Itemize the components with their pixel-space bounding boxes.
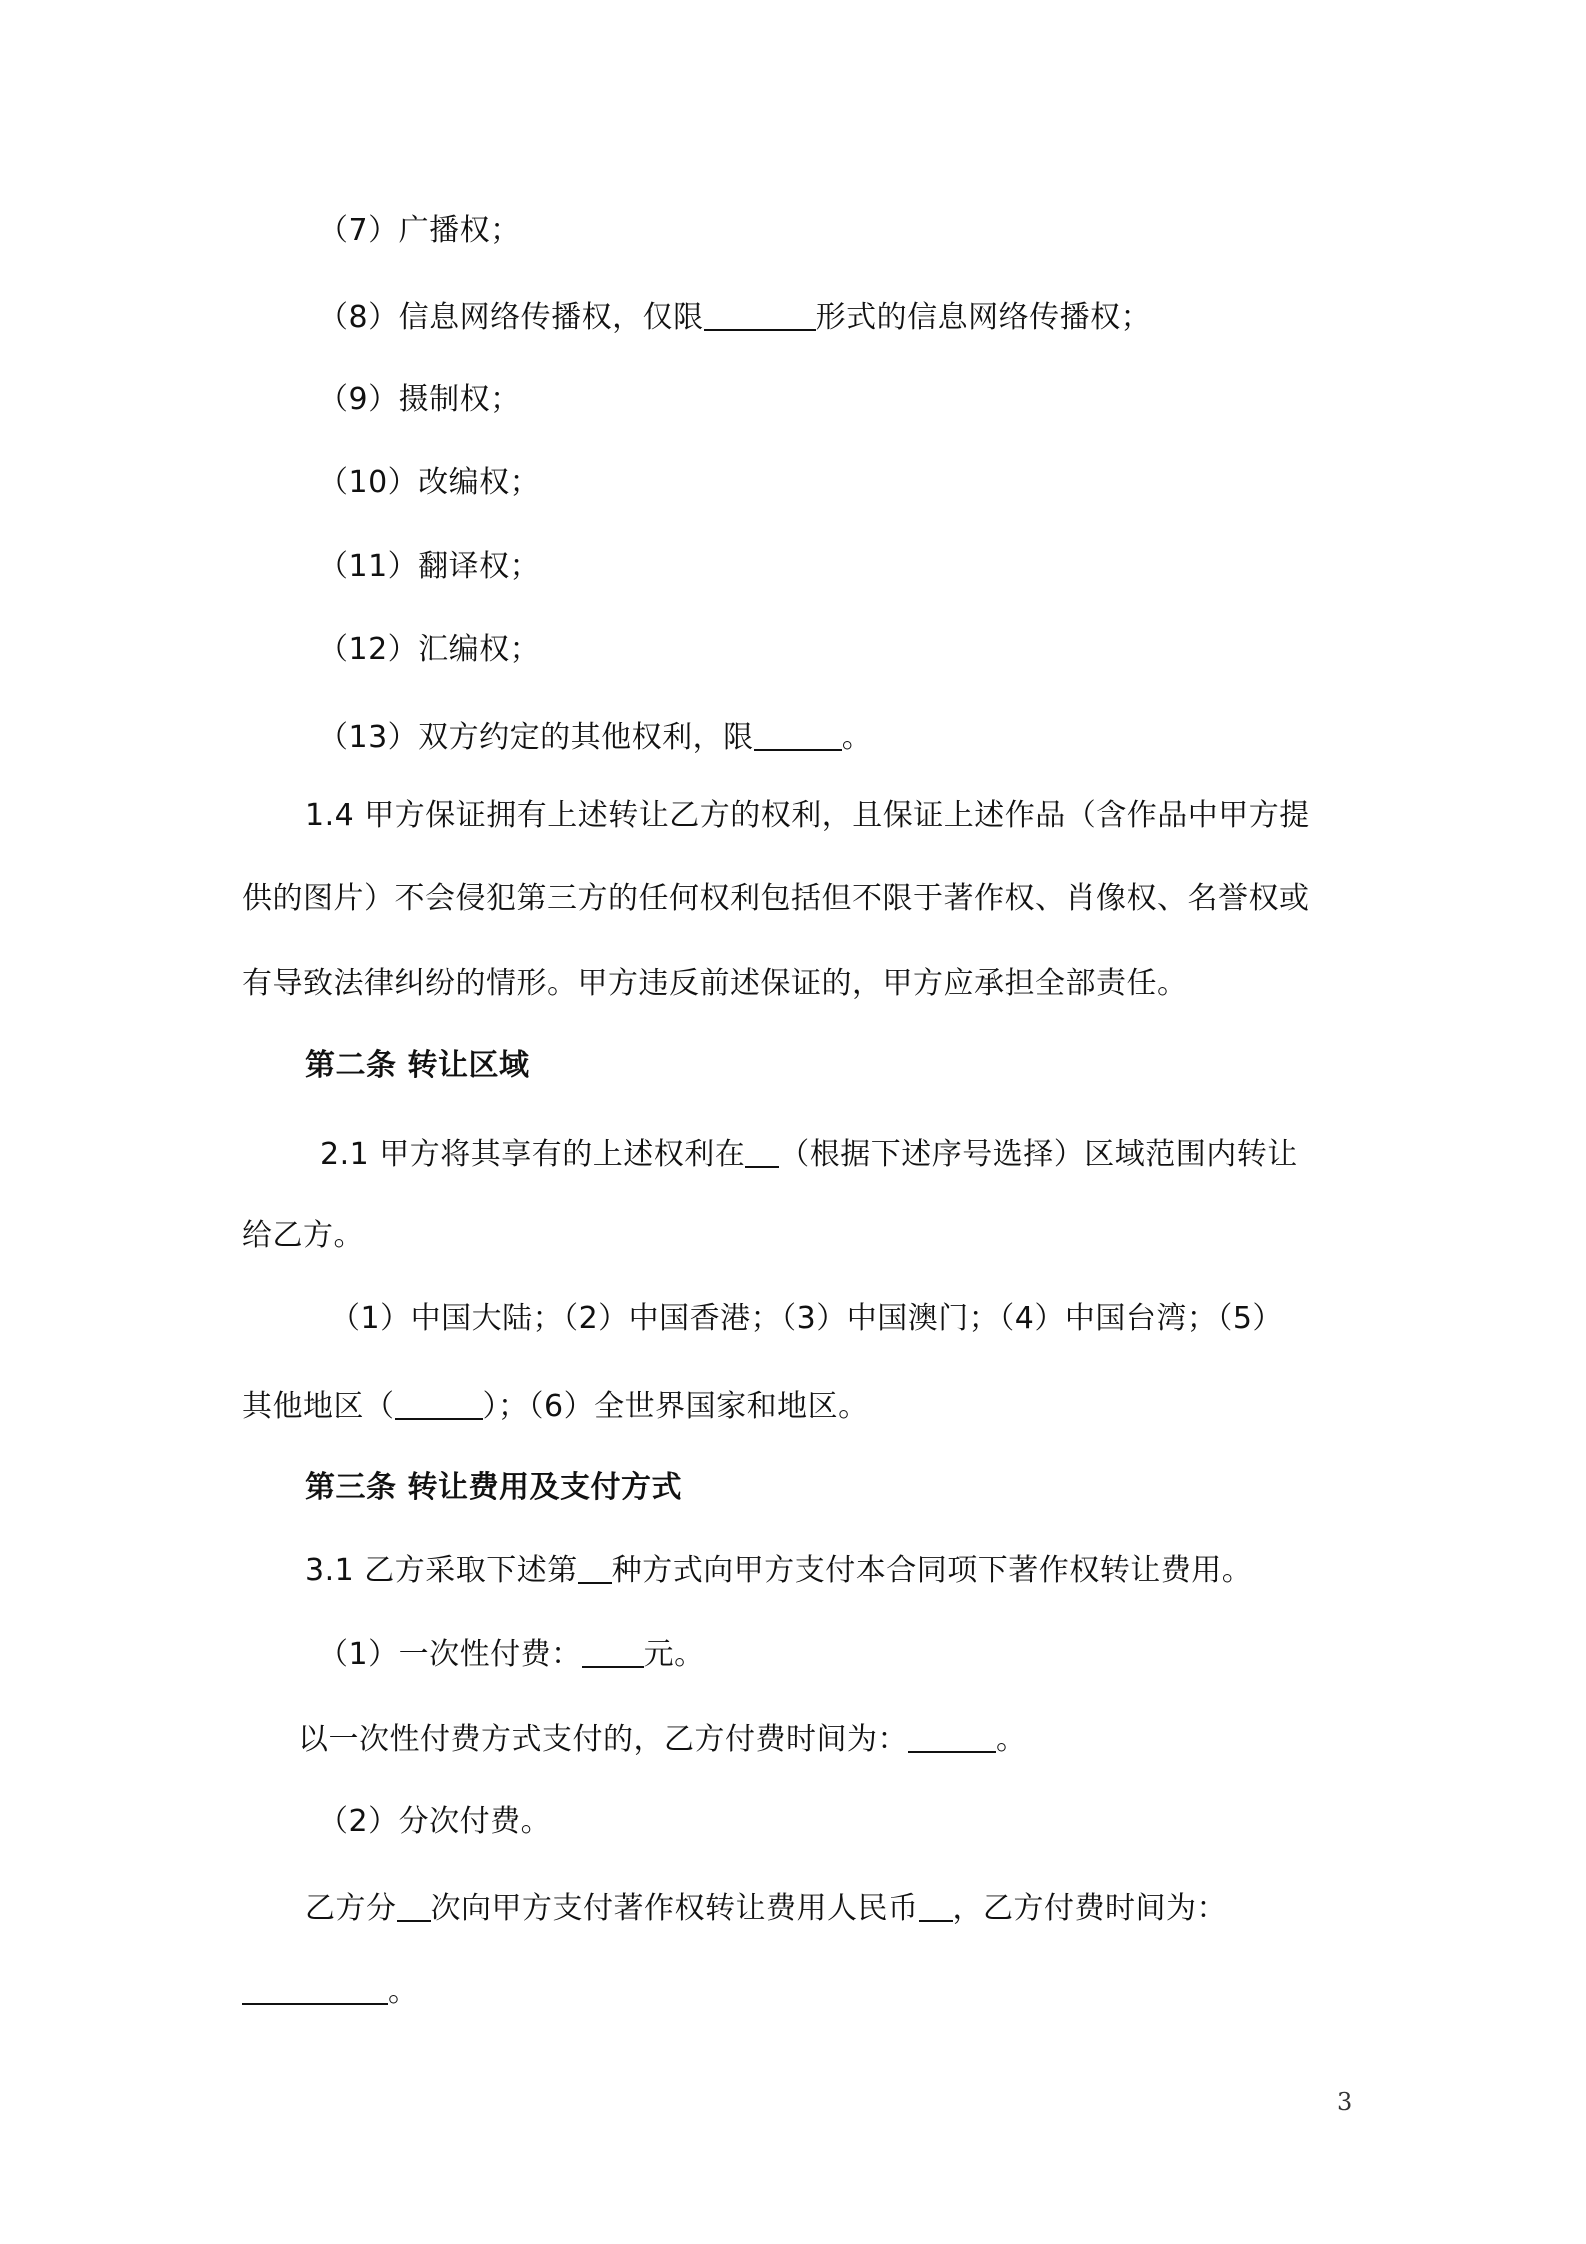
blank-field: [745, 1136, 779, 1168]
blank-field: [397, 1890, 431, 1922]
clause-1-4-line-3: 有导致法律纠纷的情形。甲方违反前述保证的，甲方应承担全部责任。: [242, 966, 1188, 1001]
blank-field: [754, 719, 842, 751]
item-13: （13）双方约定的其他权利，限 。: [318, 720, 873, 755]
blank-field: [395, 1388, 483, 1420]
item-10: （10）改编权；: [318, 465, 541, 500]
blank-field: [704, 299, 816, 331]
clause-1-4-line-1: 1.4 甲方保证拥有上述转让乙方的权利，且保证上述作品（含作品中甲方提: [305, 798, 1310, 833]
blank-field: [578, 1552, 612, 1584]
blank-field: [242, 1973, 388, 2005]
item-11: （11）翻译权；: [318, 549, 541, 584]
payment-lump-sum: （1）一次性付费： 元。: [318, 1637, 705, 1672]
clause-3-1: 3.1 乙方采取下述第 种方式向甲方支付本合同项下著作权转让费用。: [305, 1553, 1253, 1588]
item-8: （8）信息网络传播权，仅限 形式的信息网络传播权；: [318, 300, 1152, 335]
page-number: 3: [1337, 2088, 1353, 2116]
blank-field: [908, 1721, 996, 1753]
article-2-heading: 第二条 转让区域: [305, 1048, 530, 1083]
installment-line-2: 。: [242, 1970, 419, 2014]
blank-field: [919, 1890, 953, 1922]
payment-lump-sum-time: 以一次性付费方式支付的，乙方付费时间为： 。: [298, 1722, 1027, 1757]
clause-2-1-line-2: 给乙方。: [242, 1218, 364, 1253]
installment-line-1: 乙方分 次向甲方支付著作权转让费用人民币 ，乙方付费时间为：: [305, 1891, 1227, 1926]
article-3-heading: 第三条 转让费用及支付方式: [305, 1470, 682, 1505]
item-12: （12）汇编权；: [318, 632, 541, 667]
payment-installment: （2）分次付费。: [318, 1804, 552, 1839]
regions-line-2: 其他地区（ ）；（6）全世界国家和地区。: [242, 1389, 869, 1424]
blank-field: [582, 1636, 644, 1668]
item-7: （7）广播权；: [318, 213, 521, 248]
item-9: （9）摄制权；: [318, 382, 521, 417]
clause-2-1-line-1: 2.1 甲方将其享有的上述权利在 （根据下述序号选择）区域范围内转让: [320, 1137, 1298, 1172]
regions-line-1: （1）中国大陆；（2）中国香港；（3）中国澳门；（4）中国台湾；（5）: [330, 1301, 1283, 1336]
clause-1-4-line-2: 供的图片）不会侵犯第三方的任何权利包括但不限于著作权、肖像权、名誉权或: [242, 881, 1310, 916]
